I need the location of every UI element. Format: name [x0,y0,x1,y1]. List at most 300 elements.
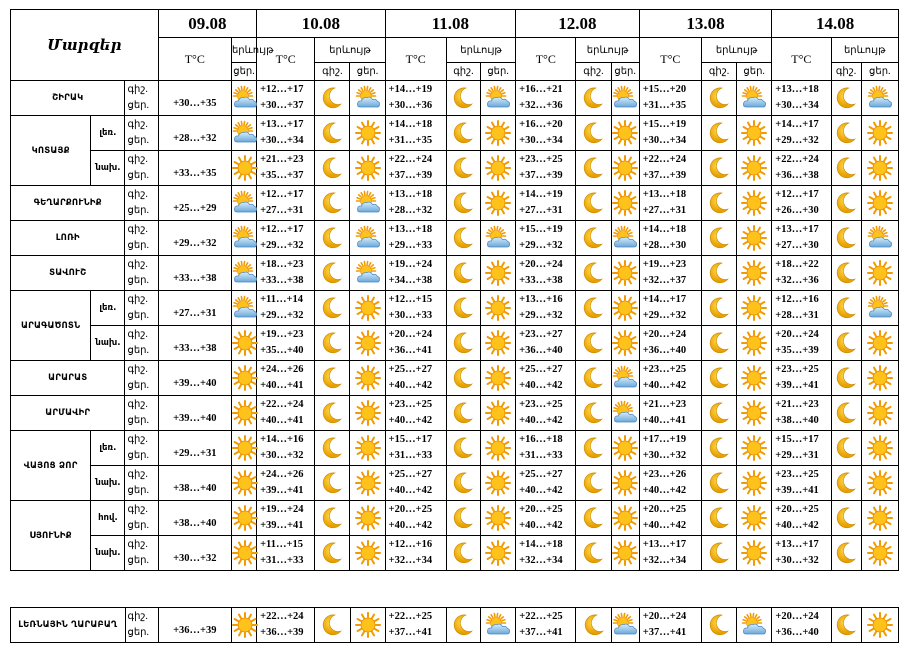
weather-cell [315,151,350,186]
weather-cell [737,608,772,643]
temp-cell [639,466,701,501]
weather-cell [576,256,611,291]
moon-icon [319,400,345,426]
temp-night: +14…+19 [388,84,433,95]
temp-cell [385,256,446,291]
region-name: ՍՅՈՒՆԻՔ [11,501,91,571]
weather-cell [350,256,385,291]
temp-night: +12…+17 [775,189,819,200]
moon-icon [833,612,859,638]
table-row [11,326,899,361]
temp-cell [385,431,446,466]
night-label: գիշ. [127,469,148,480]
sun-icon [741,120,767,146]
subregion-name: նախ. [91,466,125,501]
temp-cell [257,536,315,571]
temp-day: +30…+34 [775,100,819,111]
time-of-day [125,431,158,466]
weather-cell [350,186,385,221]
weather-cell [701,536,736,571]
night-label: գիշ. [127,224,148,235]
temp-night: +20…+24 [388,329,433,340]
temp-cell [158,81,231,116]
sun-cloud-icon [232,85,258,111]
weather-cell [701,151,736,186]
temp-night: +12…+16 [388,539,433,550]
weather-cell [446,361,480,396]
weather-cell [481,361,516,396]
sun-icon [485,435,511,461]
moon-icon [319,85,345,111]
region-name: ԿՈՏԱՅՔ [11,116,91,186]
sun-cloud-icon [355,190,381,216]
weather-cell [446,501,480,536]
night-label: գիշ. [127,154,148,165]
temp-day: +31…+33 [519,450,563,461]
moon-icon [319,540,345,566]
temp-cell [772,608,831,643]
temp-day: +40…+41 [642,415,687,426]
weather-cell [315,396,350,431]
weather-cell [611,116,639,151]
moon-icon [833,155,859,181]
weather-cell [231,186,256,221]
night-label: գիշ. [127,84,148,95]
temp-night: +14…+17 [775,119,819,130]
weather-cell [315,501,350,536]
temp-night: +20…+24 [519,259,563,270]
weather-header: երևույթ [315,38,385,63]
temp-night: +13…+18 [775,84,819,95]
temp-day: +37…+39 [519,170,563,181]
sun-cloud-icon [232,260,258,286]
temp-day: +31…+35 [388,135,433,146]
temp-day: +32…+37 [642,275,687,286]
temp-day: +36…+40 [519,345,563,356]
sun-icon [485,470,511,496]
moon-icon [580,330,606,356]
weather-cell [861,116,898,151]
sun-cloud-icon [355,260,381,286]
weather-cell [831,431,861,466]
sun-icon [741,365,767,391]
temp-day: +40…+42 [388,520,433,531]
temp-cell [158,501,231,536]
temp-day: +32…+34 [519,555,563,566]
sun-icon [741,295,767,321]
sun-icon [612,155,638,181]
weather-cell [861,431,898,466]
temp-cell [639,431,701,466]
sun-cloud-icon [741,85,767,111]
temp-day: +36…+41 [388,345,433,356]
moon-icon [580,225,606,251]
temp-day: +30…+32 [173,552,217,564]
temp-day: +29…+32 [519,240,563,251]
moon-icon [580,260,606,286]
temp-night: +14…+17 [642,294,687,305]
temp-cell [385,396,446,431]
table-row [11,116,899,151]
temp-day: +39…+41 [260,520,304,531]
weather-cell [315,291,350,326]
sun-icon [867,365,893,391]
temp-cell [158,221,231,256]
weather-cell [861,221,898,256]
temp-day: +30…+37 [260,100,304,111]
sun-icon [741,225,767,251]
temp-day: +40…+42 [388,415,433,426]
temp-cell [158,326,231,361]
time-of-day [125,256,158,291]
sun-icon [867,155,893,181]
weather-cell [576,186,611,221]
temp-cell [772,396,831,431]
temp-night: +13…+16 [519,294,563,305]
moon-icon [580,295,606,321]
temp-cell [772,536,831,571]
temp-night: +12…+15 [388,294,433,305]
moon-icon [706,120,732,146]
weather-cell [576,326,611,361]
temp-cell [639,116,701,151]
sun-icon [612,470,638,496]
sun-icon [867,120,893,146]
temp-cell [639,81,701,116]
moon-icon [319,295,345,321]
weather-cell [315,116,350,151]
temp-night: +13…+18 [388,189,433,200]
weather-cell [611,431,639,466]
temp-day: +25…+29 [173,202,217,214]
night-header: գիշ. [446,63,480,81]
temp-night: +24…+26 [260,469,304,480]
day-label: ցեր. [127,170,149,181]
temp-day: +26…+30 [775,205,819,216]
sun-cloud-icon [485,225,511,251]
weather-cell [611,501,639,536]
weather-header: երևույթ [576,38,639,63]
night-label: գիշ. [127,119,148,130]
temp-cell [158,608,231,643]
temp-night: +25…+27 [519,469,563,480]
weather-cell [350,501,385,536]
sun-icon [612,190,638,216]
temp-cell [385,116,446,151]
weather-cell [737,326,772,361]
moon-icon [580,85,606,111]
weather-cell [446,291,480,326]
temp-day: +30…+36 [388,100,433,111]
sun-icon [867,612,893,638]
sun-icon [612,330,638,356]
weather-cell [481,186,516,221]
subregion-name: նախ. [91,326,125,361]
sun-icon [355,505,381,531]
weather-cell [446,466,480,501]
time-of-day [125,326,158,361]
date-header-2: 11.08 [385,10,516,38]
sun-cloud-icon [867,85,893,111]
weather-cell [231,608,256,643]
moon-icon [450,365,476,391]
sun-icon [485,190,511,216]
temp-night: +19…+23 [642,259,687,270]
temp-day: +32…+34 [388,555,433,566]
moon-icon [319,365,345,391]
weather-cell [861,151,898,186]
weather-cell [701,256,736,291]
moon-icon [833,540,859,566]
table-row [11,81,899,116]
weather-cell [481,501,516,536]
temp-day: +33…+38 [519,275,563,286]
temp-cell [257,396,315,431]
weather-cell [231,221,256,256]
weather-cell [576,431,611,466]
temp-cell [772,361,831,396]
sun-icon [355,540,381,566]
temp-night: +25…+27 [388,364,433,375]
weather-cell [701,186,736,221]
weather-cell [737,291,772,326]
temp-cell [257,256,315,291]
weather-cell [350,396,385,431]
day-label: ցեր. [127,345,149,356]
weather-cell [737,501,772,536]
weather-cell [576,151,611,186]
temp-night: +13…+17 [260,119,304,130]
temp-day: +29…+32 [775,135,819,146]
temp-cell [158,431,231,466]
temp-night: +22…+24 [642,154,687,165]
moon-icon [580,470,606,496]
temp-day: +32…+36 [775,275,819,286]
weather-cell [576,608,611,643]
subregion-name: հով. [91,501,125,536]
temp-night: +22…+24 [260,399,304,410]
weather-cell [702,608,737,643]
weather-cell [350,291,385,326]
weather-cell [350,81,385,116]
moon-icon [833,120,859,146]
weather-cell [350,608,385,643]
sun-icon [741,505,767,531]
temp-night: +23…+25 [388,399,433,410]
temp-cell [516,536,576,571]
temp-cell [158,466,231,501]
moon-icon [706,470,732,496]
weather-cell [576,361,611,396]
weather-header: երևույթ [231,38,256,63]
weather-cell [737,431,772,466]
temp-day: +36…+38 [775,170,819,181]
moon-icon [450,435,476,461]
temp-day: +30…+34 [260,135,304,146]
moon-icon [450,120,476,146]
temp-night: +20…+25 [519,504,563,515]
night-header: գիշ. [315,63,350,81]
weather-cell [611,81,639,116]
moon-icon [833,400,859,426]
sun-icon [355,295,381,321]
weather-cell [737,221,772,256]
weather-cell [611,396,639,431]
weather-cell [611,151,639,186]
sun-icon [612,505,638,531]
temp-day: +40…+42 [519,415,563,426]
weather-cell [481,536,516,571]
weather-cell [350,116,385,151]
temp-header: T°C [257,38,315,81]
weather-cell [481,466,516,501]
temp-day: +27…+31 [173,307,217,319]
weather-cell [446,396,480,431]
weather-cell [576,396,611,431]
sun-icon [355,365,381,391]
temp-header: T°C [639,38,701,81]
weather-cell [446,151,480,186]
temp-cell [385,361,446,396]
sun-cloud-icon [612,365,638,391]
temp-day: +28…+32 [173,132,217,144]
weather-cell [315,221,350,256]
weather-cell [576,81,611,116]
temp-day: +37…+41 [642,627,687,638]
weather-cell [831,608,861,643]
moon-icon [450,330,476,356]
temp-day: +30…+32 [260,450,304,461]
weather-cell [481,221,516,256]
temp-cell [639,501,701,536]
time-of-day [125,536,158,571]
sun-icon [612,120,638,146]
weather-cell [481,81,516,116]
weather-cell [231,291,256,326]
weather-cell [831,256,861,291]
sun-icon [232,505,258,531]
weather-cell [231,361,256,396]
region-name: ԼԵՌՆԱՅԻՆ ՂԱՐԱԲԱՂ [11,608,126,643]
weather-cell [831,396,861,431]
weather-cell [231,396,256,431]
moon-icon [706,295,732,321]
night-label: գիշ. [127,294,148,305]
time-of-day [125,221,158,256]
temp-day: +35…+37 [260,170,304,181]
temp-day: +31…+35 [642,100,687,111]
weather-cell [831,536,861,571]
sun-icon [741,260,767,286]
moon-icon [580,540,606,566]
sun-cloud-icon [612,612,638,638]
moon-icon [450,85,476,111]
weather-cell [576,501,611,536]
moon-icon [580,400,606,426]
temp-night: +22…+25 [388,611,433,622]
temp-day: +38…+40 [775,415,819,426]
temp-cell [257,326,315,361]
weather-cell [861,466,898,501]
moon-icon [450,190,476,216]
sun-cloud-icon [867,295,893,321]
temp-night: +12…+17 [260,224,304,235]
sun-icon [355,120,381,146]
weather-cell [611,361,639,396]
weather-cell [611,256,639,291]
temp-night: +22…+24 [260,611,304,622]
weather-cell [701,221,736,256]
temp-night: +17…+19 [642,434,687,445]
weather-cell [861,396,898,431]
sun-icon [485,365,511,391]
subregion-name: լեռ. [91,116,125,151]
sun-icon [232,365,258,391]
weather-cell [831,116,861,151]
weather-cell [350,536,385,571]
night-header: գիշ. [701,63,736,81]
weather-cell [446,536,480,571]
temp-night: +18…+23 [260,259,304,270]
temp-day: +33…+38 [173,272,217,284]
temp-cell [257,81,315,116]
weather-cell [701,81,736,116]
temp-cell [385,186,446,221]
temp-cell [639,151,701,186]
table-row [11,151,899,186]
moon-icon [833,365,859,391]
temp-cell [158,186,231,221]
sun-icon [612,295,638,321]
temp-day: +40…+42 [388,380,433,391]
temp-night: +25…+27 [388,469,433,480]
temp-day: +39…+40 [173,412,217,424]
temp-cell [516,81,576,116]
sun-icon [232,470,258,496]
temp-night: +13…+17 [642,539,687,550]
weather-cell [315,326,350,361]
sun-icon [485,120,511,146]
sun-icon [612,260,638,286]
moon-icon [706,400,732,426]
day-label: ցեր. [127,205,149,216]
weather-cell [231,116,256,151]
temp-day: +39…+41 [260,485,304,496]
moon-icon [319,330,345,356]
weather-cell [831,186,861,221]
weather-cell [481,608,516,643]
weather-cell [701,361,736,396]
temp-day: +35…+40 [260,345,304,356]
moon-icon [833,505,859,531]
temp-cell [639,221,701,256]
weather-cell [446,221,480,256]
temp-night: +20…+25 [642,504,687,515]
weather-cell [231,151,256,186]
temp-night: +21…+23 [260,154,304,165]
weather-cell [831,81,861,116]
sun-icon [741,155,767,181]
temp-cell [257,361,315,396]
temp-header: T°C [385,38,446,81]
weather-cell [737,186,772,221]
temp-night: +13…+17 [775,224,819,235]
temp-night: +20…+25 [775,504,819,515]
weather-cell [737,466,772,501]
sun-icon [232,400,258,426]
weather-cell [701,466,736,501]
moon-icon [319,260,345,286]
